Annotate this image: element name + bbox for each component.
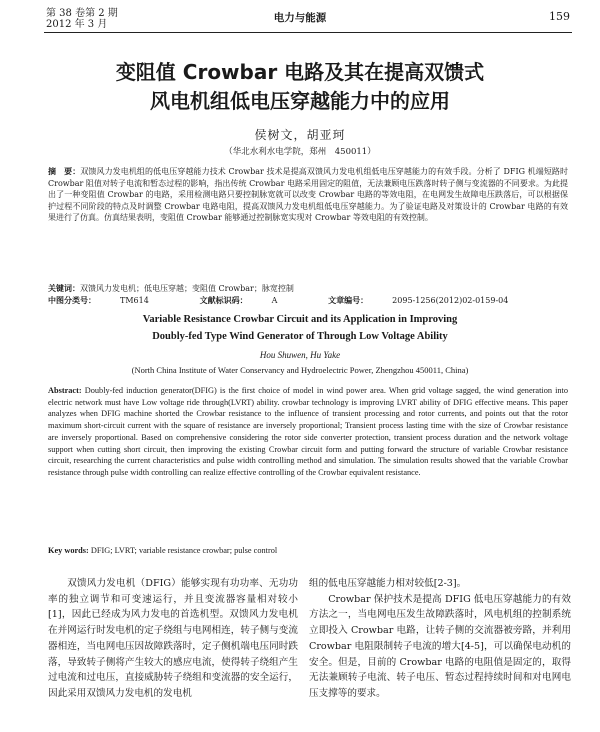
volume-line: 第 38 卷第 2 期 <box>46 8 118 19</box>
article-number: 文章编号： 2095-1256(2012)02-0159-04 <box>328 295 509 305</box>
abstract-cn-text: 双馈风力发电机组的低电压穿越能力技术 Crowbar 技术是提高双馈风力发电机组低电压穿越能力的有效手段。分析了 DFIG 机端短路时 Crowbar 阻值对转子电流和暂态过程的影响，指出传统 Crowbar 电路采用固定的阻值，无法兼顾电压跌落时转子侧与变流器的不同要求。为此提出了一种变阻值 Crowbar 的电路，采用检测电路只要控制脉宽就可以改变 Crowbar 电路的等效电阻，在电网发生故障电压跌落后，可以根据保护过程不同阶段的特点及时调整 Crowbar 电路电阻，提高双馈风力发电机组低电压穿越能力。为了验证电路及对策设计的 Crowbar 电路的有效果进行了仿真。仿真结果表明，变阻值 Crowbar 能够通过控制脉宽实现对 Crowbar 等效电阻的有效控制。 <box>48 167 568 223</box>
keywords-cn <box>48 283 568 294</box>
title-en-line-2: Doubly-fed Type Wind Generator of Through Low Voltage Ability <box>152 331 448 342</box>
authors-en: Hou Shuwen, Hu Yake <box>259 350 341 360</box>
title-en-line-1: Variable Resistance Crowbar Circuit and its Application in Improving <box>142 314 458 325</box>
body-paragraph: 组的低电压穿越能力相对较低[2-3]。 <box>309 578 467 589</box>
abstract-cn-label: 摘 要： <box>48 166 81 176</box>
clc-number: 中图分类号： TM614 <box>48 295 149 305</box>
abstract-en-text: Doubly-fed induction generator(DFIG) is the first choice of model in wind power area. When grid voltage sagged, the wind generation into electric network must have Low voltage ride through(LVRT) ability. crowbar technology is improving LVRT ability of DFIG effective means. This paper analyzes when DFIG machine shorted the Crowbar resistance to the influence of transient processing and rotor currents, and points out that the rotor maximum short-circuit current with the square of resistance are inversely proportional; Transient process lasting time with the size of Crowbar resistance are inversely proportional. Based on comprehensive considering the rotor side converter protection, transient process duration and the network voltage support when cutting short circuit, then improving the existing Crowbar circuit form and putting forward the structure of variable Crowbar resistance circuit, researching the current characteristics and pulse width controlling method and simulation. The simulation results showed that the variable Crowbar resistance through pulse width controlling can realize effective controlling of the Crowbar equivalent resistance. <box>48 386 569 477</box>
affiliation-cn: （华北水利水电学院，郑州 450011） <box>224 147 376 157</box>
body-right-column <box>309 576 571 702</box>
abstract-en <box>48 385 568 479</box>
keywords-en-label: Key words: <box>48 546 89 555</box>
abstract-en-label: Abstract: <box>48 386 82 395</box>
page-number: 159 <box>549 10 570 23</box>
keywords-en <box>48 546 568 555</box>
header-rule <box>44 32 572 33</box>
keywords-cn-label: 关键词： <box>48 283 80 293</box>
body-paragraph: 双馈风力发电机（DFIG）能够实现有功功率、无功功率的独立调节和可变速运行，并且变流器容量相对较小[1]，因此已经成为风力发电的首选机型。双馈风力发电机在并网运行时发电机的定子绕组与电网相连，转子侧与变流器相连，当电网电压因故障跌落时，定子侧机端电压同时跌落，导致转子侧将产生较大的感应电流，使得转子绕组产生过电流和过电压，直接威胁转子绕组和变流器的安全运行，因此采用双馈风力发电机的发电机 <box>48 578 298 699</box>
classification-line <box>48 295 568 306</box>
keywords-cn-text: 双馈风力发电机；低电压穿越；变阻值 Crowbar；脉宽控制 <box>80 284 294 293</box>
title-cn <box>0 58 600 116</box>
title-en <box>0 311 600 345</box>
affiliation-en: (North China Institute of Water Conservancy and Hydroelectric Power, Zhengzhou 450011, China) <box>131 365 469 375</box>
date-line: 2012 年 3 月 <box>46 19 108 30</box>
body-left-column <box>48 576 298 702</box>
body-paragraph: Crowbar 保护技术是提高 DFIG 低电压穿越能力的有效方法之一，当电网电压发生故障跌落时，风电机组的控制系统立即投入 Crowbar 电路，让转子侧的交流器被旁路，并利用 Crowbar 电阻限制转子电流的增大[4-5]，可以确保电动机的安全。但是，目前的 Crowbar 电路的电阻值是固定的，取得无法兼顾转子电流、转子电压、暂态过程持续时间和对电网电压支撑等的要求。 <box>309 593 571 699</box>
abstract-cn <box>48 166 568 224</box>
keywords-en-text: DFIG; LVRT; variable resistance crowbar; pulse control <box>90 546 278 555</box>
journal-name: 电力与能源 <box>273 12 327 24</box>
title-cn-line-2: 风电机组低电压穿越能力中的应用 <box>150 89 450 113</box>
title-cn-line-1: 变阻值 Crowbar 电路及其在提高双馈式 <box>115 60 485 84</box>
document-code: 文献标识码： A <box>199 295 278 305</box>
authors-cn: 侯树文，胡亚珂 <box>254 128 346 142</box>
